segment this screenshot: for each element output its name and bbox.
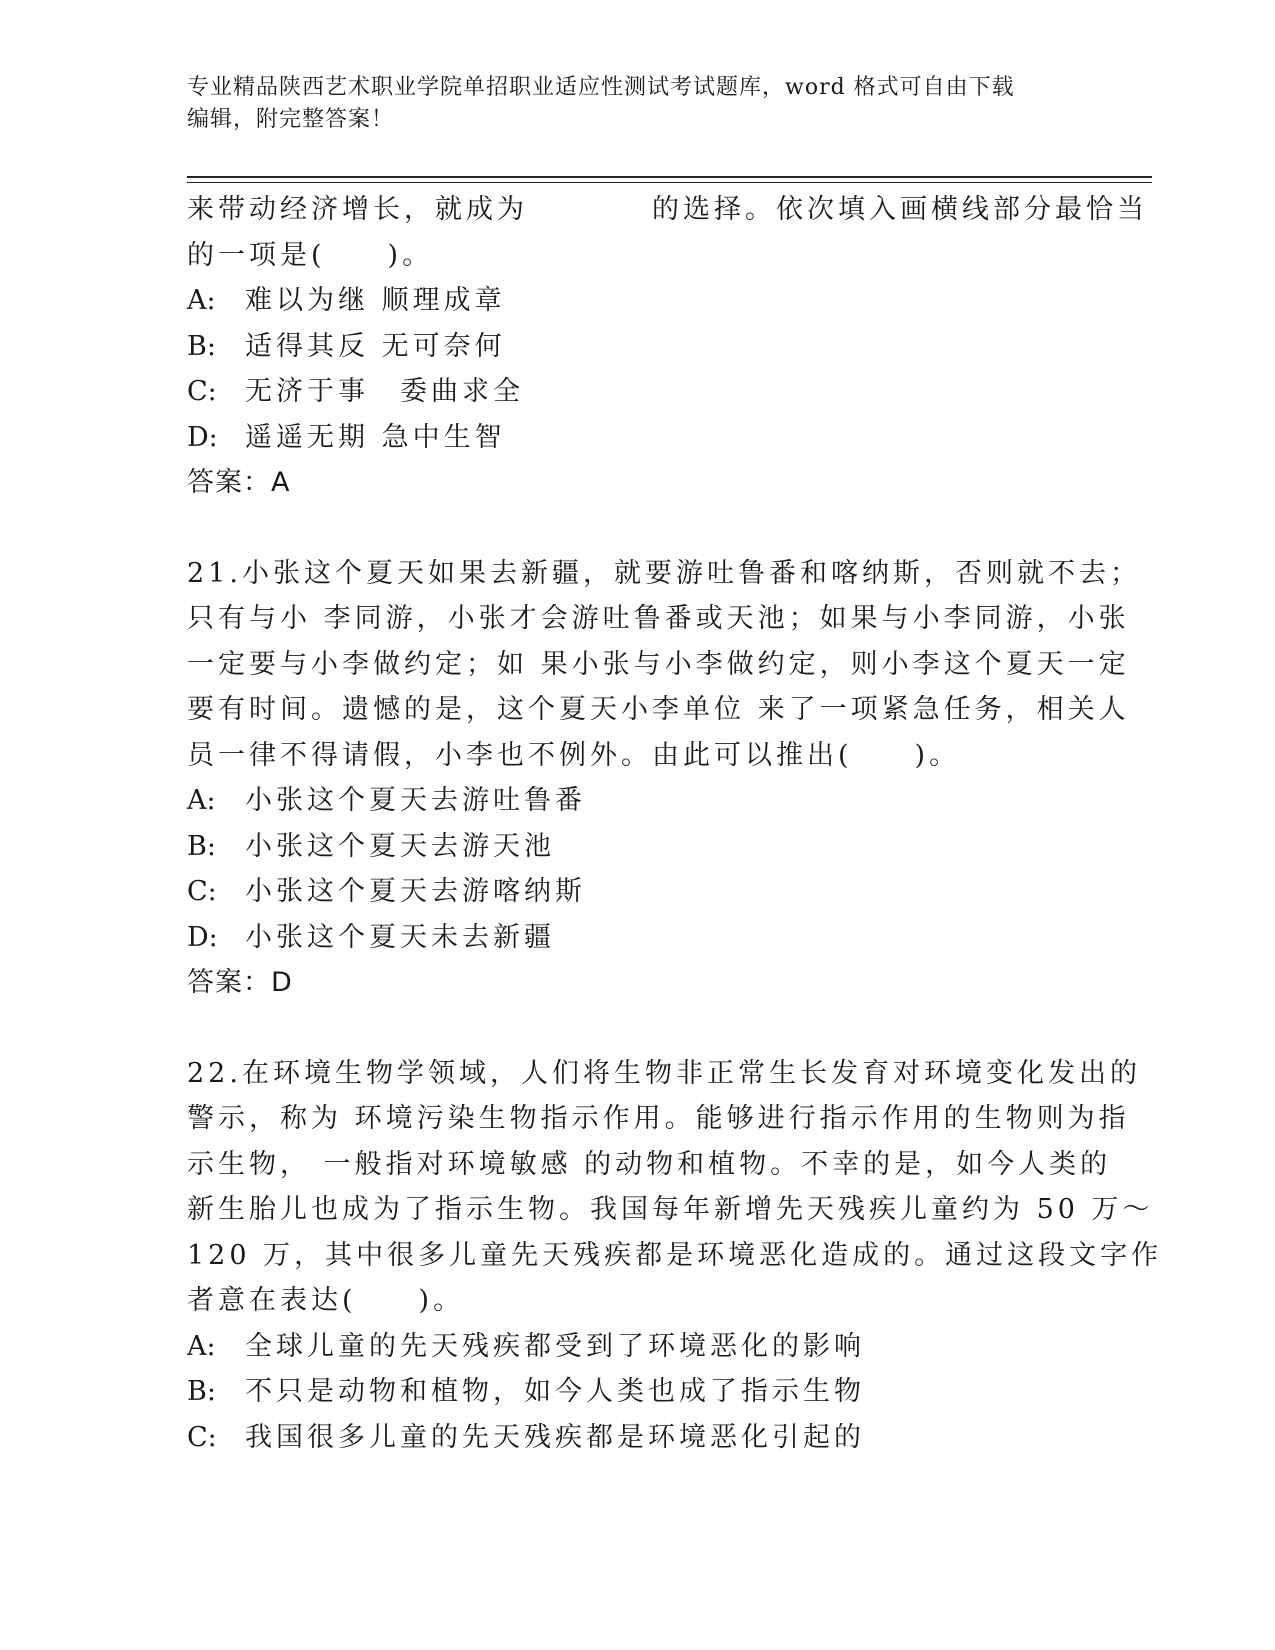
option-text: 小张这个夏天去游吐鲁番 xyxy=(245,785,586,816)
question-stem-line: 21.小张这个夏天如果去新疆，就要游吐鲁番和喀纳斯，否则就不去； xyxy=(187,557,1141,589)
header-divider-thick xyxy=(187,176,1152,178)
option-text: 适得其反 无可奈何 xyxy=(245,330,506,362)
spacer xyxy=(187,506,1087,551)
option-letter: C: xyxy=(187,376,217,407)
option-letter: B: xyxy=(187,830,216,862)
option-letter: A: xyxy=(187,285,216,316)
option-text: 小张这个夏天未去新疆 xyxy=(245,921,555,953)
option-text: 小张这个夏天去游天池 xyxy=(245,830,555,862)
option-text: 无济于事 委曲求全 xyxy=(245,376,524,407)
answer-line: 答案：D xyxy=(187,967,293,998)
option-letter: A: xyxy=(187,785,216,816)
question-stem-line: 只有与小 李同游，小张才会游吐鲁番或天池；如果与小李同游，小张 xyxy=(187,603,1130,634)
question-stem-line: 警示，称为 环境污染生物指示作用。能够进行指示作用的生物则为指 xyxy=(187,1103,1130,1134)
question-stem-line: 要有时间。遗憾的是，这个夏天小李单位 来了一项紧急任务，相关人 xyxy=(187,694,1130,725)
option-letter: C: xyxy=(187,876,217,907)
header-line-2: 编辑，附完整答案！ xyxy=(187,107,395,132)
option-text: 遥遥无期 急中生智 xyxy=(245,421,506,453)
question-content xyxy=(187,187,1163,1460)
option-d xyxy=(187,915,1087,961)
question-21 xyxy=(187,551,1141,1006)
option-text: 全球儿童的先天残疾都受到了环境恶化的影响 xyxy=(245,1330,865,1362)
option-c xyxy=(187,869,1087,915)
option-a xyxy=(187,278,1087,324)
option-text: 不只是动物和植物，如今人类也成了指示生物 xyxy=(245,1376,865,1407)
question-stem-line: 的一项是( )。 xyxy=(187,239,434,271)
option-letter: D: xyxy=(187,421,218,453)
option-c xyxy=(187,369,1087,415)
option-c xyxy=(187,1415,1087,1461)
option-b xyxy=(187,824,1087,870)
option-b xyxy=(187,324,1087,370)
header-line-1: 专业精品陕西艺术职业学院单招职业适应性测试考试题库，word 格式可自由下载 xyxy=(187,75,1015,100)
option-letter: B: xyxy=(187,330,216,362)
option-letter: A: xyxy=(187,1330,216,1362)
question-stem-line: 示生物， 一般指对环境敏感 的动物和植物。不幸的是，如今人类的 xyxy=(187,1148,1112,1180)
option-b xyxy=(187,1369,1087,1415)
option-text: 我国很多儿童的先天残疾都是环境恶化引起的 xyxy=(245,1421,865,1453)
question-stem-line: 员一律不得请假，小李也不例外。由此可以推出( )。 xyxy=(187,739,961,771)
option-a xyxy=(187,1324,1087,1370)
page-header xyxy=(187,72,1067,136)
option-letter: C: xyxy=(187,1421,217,1453)
option-letter: D: xyxy=(187,921,218,953)
question-stem-line: 新生胎儿也成为了指示生物。我国每年新增先天残疾儿童约为 50 万～ xyxy=(187,1194,1154,1225)
question-stem-line: 120 万，其中很多儿童先天残疾都是环境恶化造成的。通过这段文字作 xyxy=(187,1239,1163,1271)
question-stem-line: 22.在环境生物学领域，人们将生物非正常生长发育对环境变化发出的 xyxy=(187,1057,1141,1089)
option-d xyxy=(187,415,1087,461)
question-stem-line: 一定要与小李做约定；如 果小张与小李做约定，则小李这个夏天一定 xyxy=(187,648,1130,680)
option-a xyxy=(187,778,1087,824)
question-22 xyxy=(187,1051,1163,1461)
spacer xyxy=(187,1006,1087,1051)
answer-line: 答案：A xyxy=(187,467,291,498)
option-letter: B: xyxy=(187,1376,216,1407)
question-20 xyxy=(187,187,1148,506)
question-stem-line: 者意在表达( )。 xyxy=(187,1285,465,1316)
option-text: 难以为继 顺理成章 xyxy=(245,285,506,316)
question-stem-line: 来带动经济增长，就成为 的选择。依次填入画横线部分最恰当 xyxy=(187,194,1148,225)
option-text: 小张这个夏天去游喀纳斯 xyxy=(245,876,586,907)
header-divider-thin xyxy=(187,182,1152,183)
